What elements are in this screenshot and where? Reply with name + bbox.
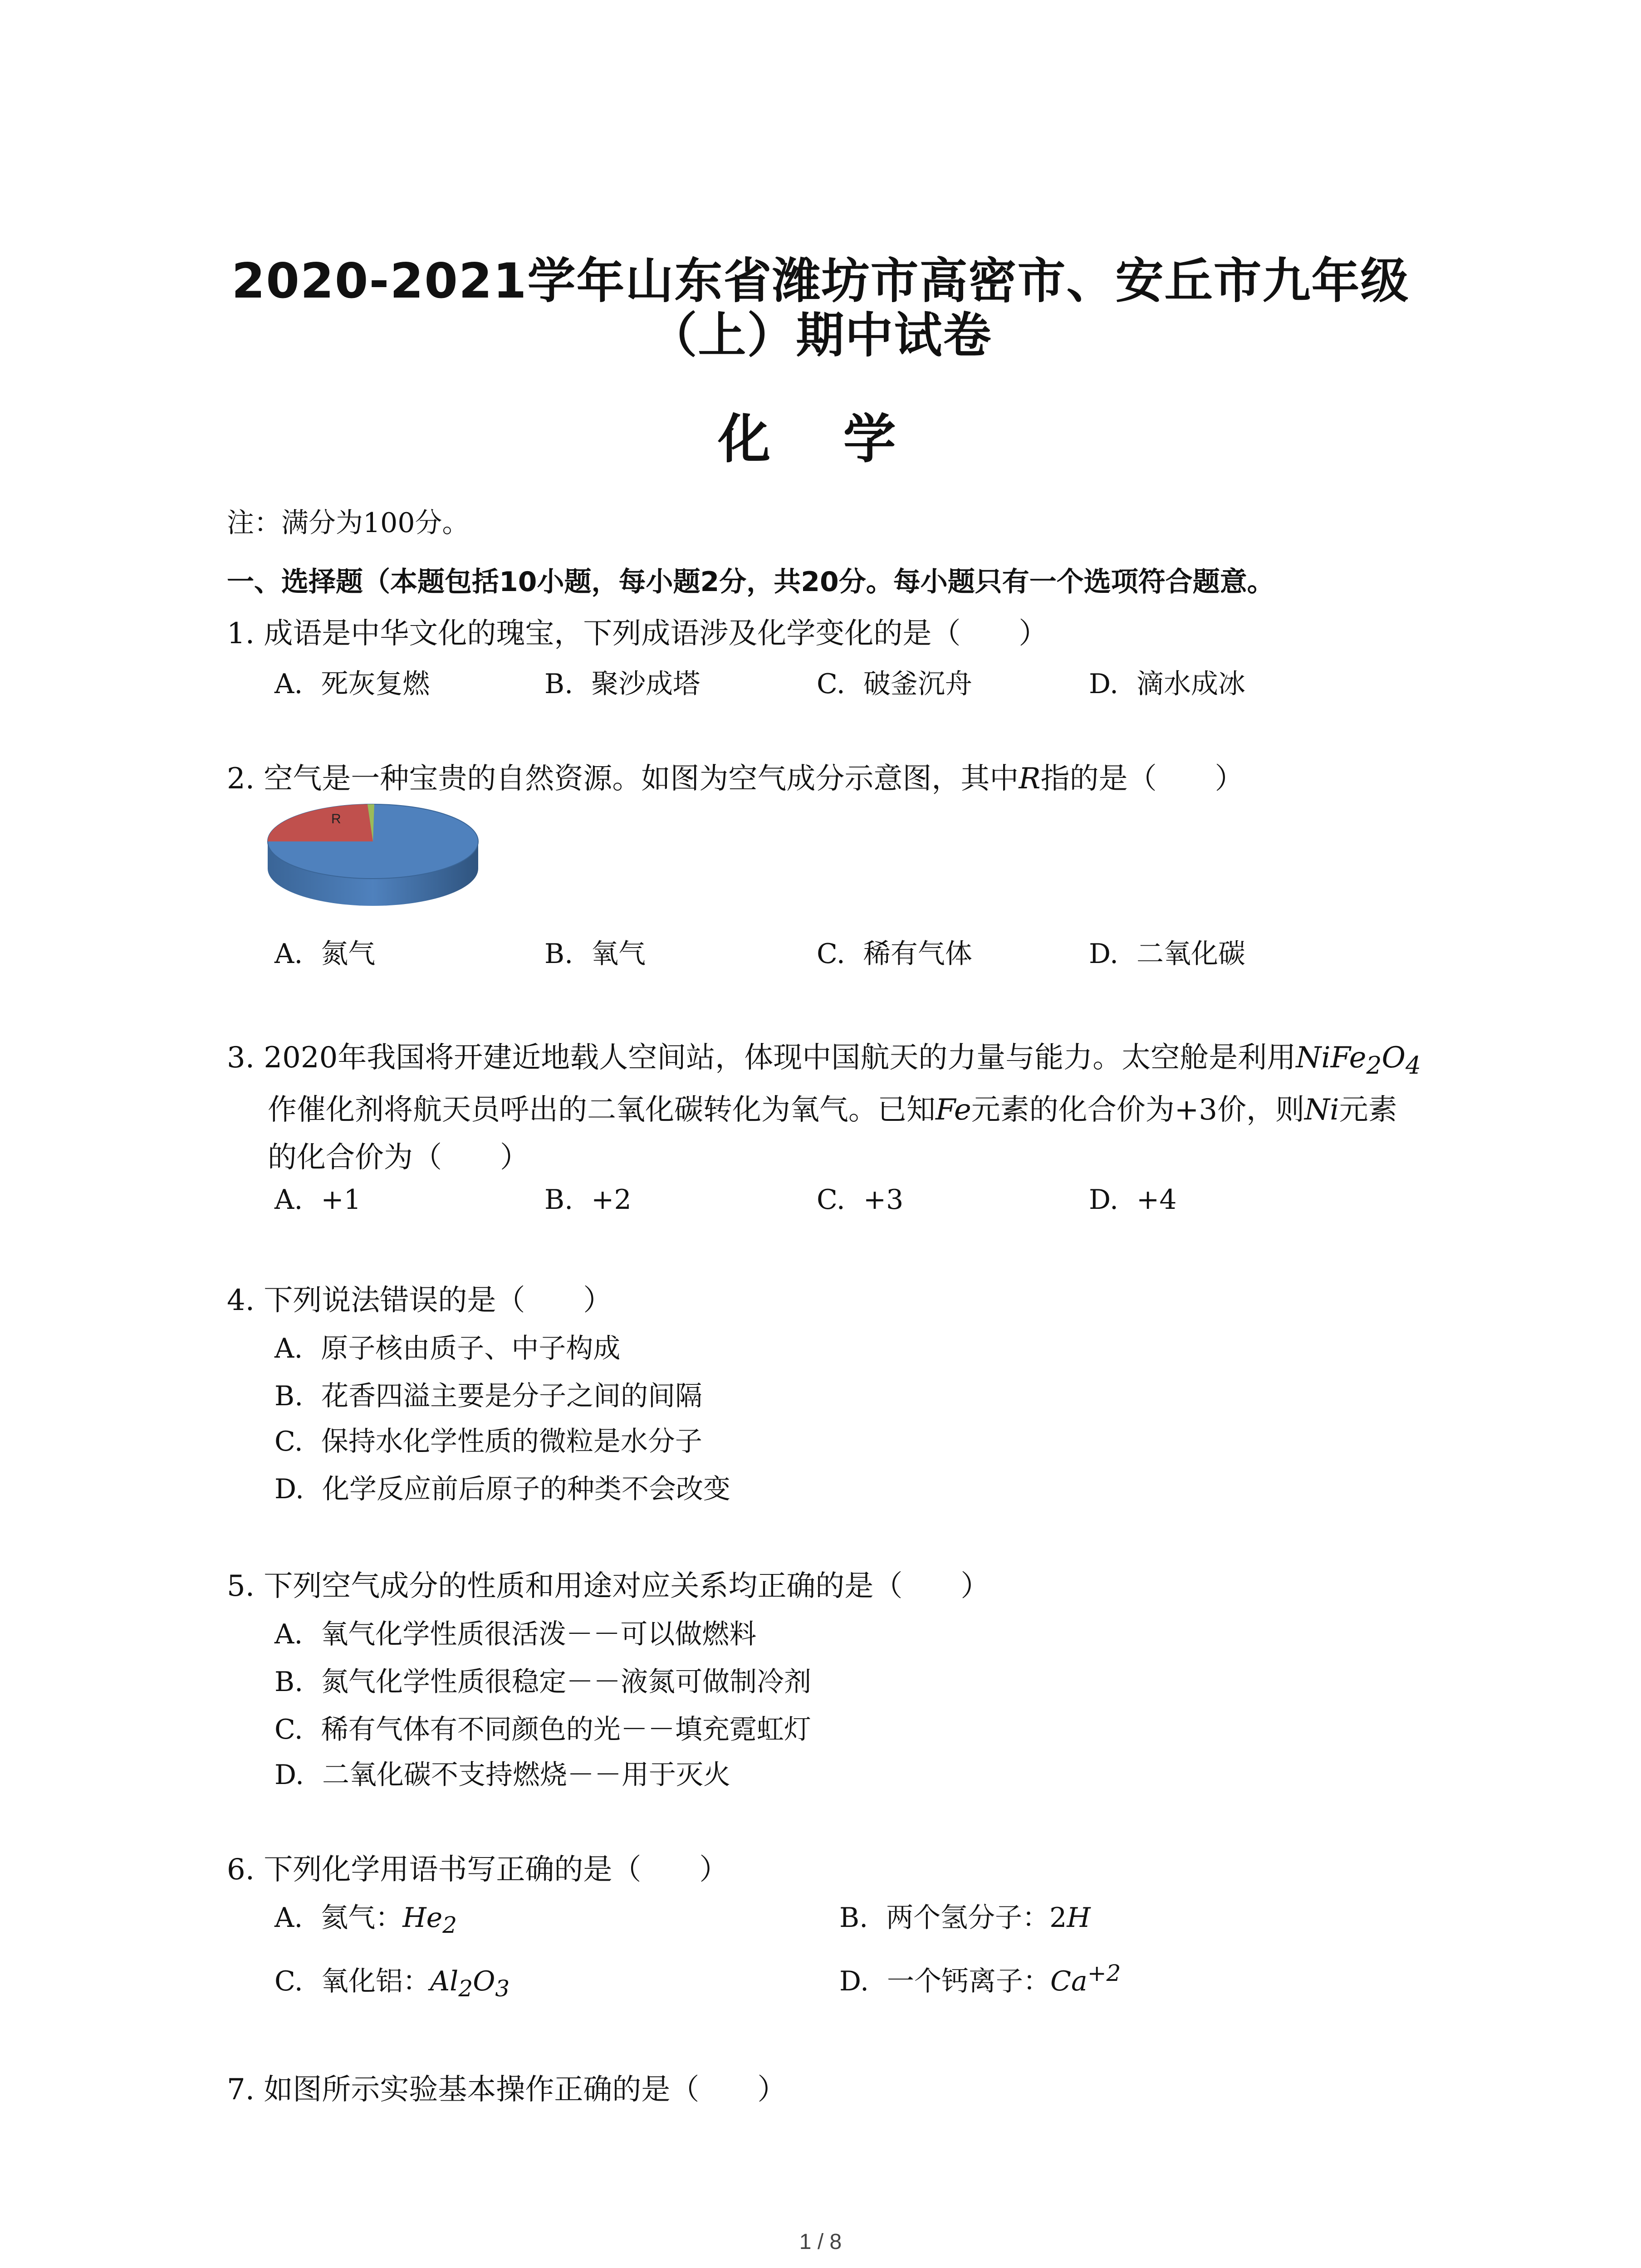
question-5-stem: 5. 下列空气成分的性质和用途对应关系均正确的是（ ） [227, 1569, 990, 1603]
option-text: 一个钙离子： [887, 1965, 1051, 1997]
q3-text: 元素的化合价为+3价，则 [971, 1093, 1305, 1127]
q3-option-d [1089, 1184, 1177, 1216]
page-number: 1 / 8 [799, 2230, 842, 2254]
score-note: 注：满分为100分。 [227, 507, 470, 539]
option-text: 氧化铝： [321, 1965, 430, 1997]
option-letter: B. [544, 938, 573, 970]
option-letter: D. [1089, 668, 1119, 700]
q4-option-a [274, 1327, 620, 1366]
option-text: +1 [321, 1184, 361, 1216]
question-3-line2 [268, 1086, 1397, 1128]
q3-formula-fe: Fe [936, 1093, 971, 1127]
question-7-stem: 7. 如图所示实验基本操作正确的是（ ） [227, 2073, 787, 2107]
option-text: 花香四溢主要是分子之间的间隔 [321, 1380, 703, 1412]
option-text: 二氧化碳 [1136, 938, 1246, 970]
option-letter: C. [274, 1965, 303, 1997]
option-letter: C. [817, 938, 845, 970]
q6c-subscript: 3 [495, 1975, 510, 2002]
q6c-formula-o: O [473, 1965, 495, 1997]
q6-option-b [839, 1896, 1091, 1935]
option-letter: C. [274, 1714, 303, 1745]
option-letter: B. [544, 1184, 573, 1216]
option-text: +4 [1136, 1184, 1177, 1216]
option-letter: D. [839, 1965, 869, 1997]
air-composition-pie [265, 801, 481, 937]
question-1-stem: 1. 成语是中华文化的瑰宝，下列成语涉及化学变化的是（ ） [227, 617, 1048, 650]
option-letter: D. [274, 1759, 304, 1791]
option-text: 化学反应前后原子的种类不会改变 [322, 1473, 731, 1505]
subject-heading: 化 学 [718, 409, 923, 470]
q1-option-b [544, 662, 700, 701]
option-text: 氦气： [321, 1902, 403, 1934]
option-letter: B. [839, 1902, 868, 1934]
option-text: 聚沙成塔 [591, 668, 700, 700]
q3-text: 作催化剂将航天员呼出的二氧化碳转化为氧气。已知 [268, 1093, 936, 1127]
option-letter: B. [274, 1380, 304, 1412]
option-letter: B. [274, 1666, 304, 1698]
q3-option-b [544, 1184, 632, 1216]
q2-option-b [544, 932, 646, 971]
option-text: +3 [863, 1184, 904, 1216]
option-letter: A. [274, 1902, 303, 1934]
q2-stem-part2: 指的是（ ） [1040, 762, 1244, 796]
q6a-subscript: 2 [442, 1912, 457, 1938]
option-letter: A. [274, 1618, 303, 1650]
option-letter: A. [274, 1184, 303, 1216]
q1-option-d [1089, 662, 1245, 701]
q2-option-d [1089, 932, 1245, 971]
air-composition-pie-figure [265, 801, 481, 937]
q5-option-d [274, 1753, 730, 1792]
q6a-formula: He [402, 1902, 443, 1934]
option-letter: C. [817, 668, 845, 700]
q4-option-b [274, 1374, 702, 1413]
q6-option-d [839, 1960, 1121, 1999]
option-letter: C. [817, 1184, 845, 1216]
q3-option-a [274, 1184, 361, 1216]
option-letter: B. [544, 668, 573, 700]
option-text: 二氧化碳不支持燃烧－－用于灭火 [322, 1759, 731, 1791]
q1-option-c [817, 662, 972, 701]
q3-formula-nife: NiFe [1296, 1041, 1367, 1075]
q6c-formula-al: Al [430, 1965, 459, 1997]
q5-option-b [274, 1660, 811, 1699]
q6b-formula: H [1067, 1902, 1091, 1934]
q4-option-c [274, 1420, 702, 1459]
pie-slice-r [268, 804, 373, 841]
pie-label-r: R [331, 811, 341, 826]
q6d-formula: Ca [1050, 1965, 1087, 1997]
question-3-line1 [227, 1034, 1421, 1080]
option-letter: A. [274, 938, 303, 970]
option-letter: A. [274, 1333, 303, 1364]
option-text: 两个氢分子： [886, 1902, 1050, 1934]
option-text: +2 [591, 1184, 632, 1216]
option-text: 死灰复燃 [321, 668, 430, 700]
option-letter: C. [274, 1426, 303, 1457]
q3-subscript: 4 [1405, 1051, 1421, 1080]
q3-formula-o: O [1381, 1041, 1406, 1075]
q2-option-c [817, 932, 972, 971]
option-text: 滴水成冰 [1136, 668, 1246, 700]
option-text: 原子核由质子、中子构成 [321, 1333, 621, 1364]
option-text: 氧气化学性质很活泼－－可以做燃料 [321, 1618, 757, 1650]
q3-formula-ni: Ni [1304, 1093, 1339, 1127]
q6-option-c [274, 1960, 509, 2002]
q2-stem-part1: 2. 空气是一种宝贵的自然资源。如图为空气成分示意图，其中 [227, 762, 1019, 796]
question-3-line3: 的化合价为（ ） [268, 1141, 529, 1174]
q3-option-c [817, 1184, 903, 1216]
option-letter: D. [274, 1473, 304, 1505]
exam-title-line2: （上）期中试卷 [649, 308, 992, 363]
section-heading: 一、选择题（本题包括10小题，每小题2分，共20分。每小题只有一个选项符合题意。 [227, 566, 1274, 598]
question-4-stem: 4. 下列说法错误的是（ ） [227, 1284, 612, 1317]
question-2-stem [227, 755, 1244, 797]
q6b-coefficient: 2 [1049, 1902, 1067, 1934]
q5-option-a [274, 1613, 756, 1652]
option-text: 稀有气体有不同颜色的光－－填充霓虹灯 [321, 1714, 811, 1745]
exam-title-line1: 2020-2021学年山东省潍坊市高密市、安丘市九年级 [231, 253, 1410, 309]
q3-text: 3. 2020年我国将开建近地载人空间站，体现中国航天的力量与能力。太空舱是利用 [227, 1041, 1296, 1075]
option-letter: D. [1089, 1184, 1119, 1216]
q5-option-c [274, 1708, 811, 1747]
option-text: 氧气 [591, 938, 646, 970]
q1-option-a [274, 662, 430, 701]
q6-option-a [274, 1896, 457, 1938]
option-text: 稀有气体 [863, 938, 972, 970]
option-text: 氮气化学性质很稳定－－液氮可做制冷剂 [321, 1666, 812, 1698]
option-letter: A. [274, 668, 303, 700]
question-6-stem: 6. 下列化学用语书写正确的是（ ） [227, 1853, 729, 1887]
option-letter: D. [1089, 938, 1119, 970]
q2-variable-r: R [1019, 762, 1041, 796]
option-text: 氮气 [321, 938, 376, 970]
option-text: 破釜沉舟 [863, 668, 972, 700]
option-text: 保持水化学性质的微粒是水分子 [321, 1426, 702, 1457]
q4-option-d [274, 1467, 730, 1506]
q3-subscript: 2 [1366, 1051, 1382, 1080]
q6c-subscript: 2 [458, 1975, 473, 2002]
q3-text: 元素 [1339, 1093, 1397, 1127]
q6d-superscript: +2 [1087, 1960, 1121, 1986]
q2-option-a [274, 932, 375, 971]
